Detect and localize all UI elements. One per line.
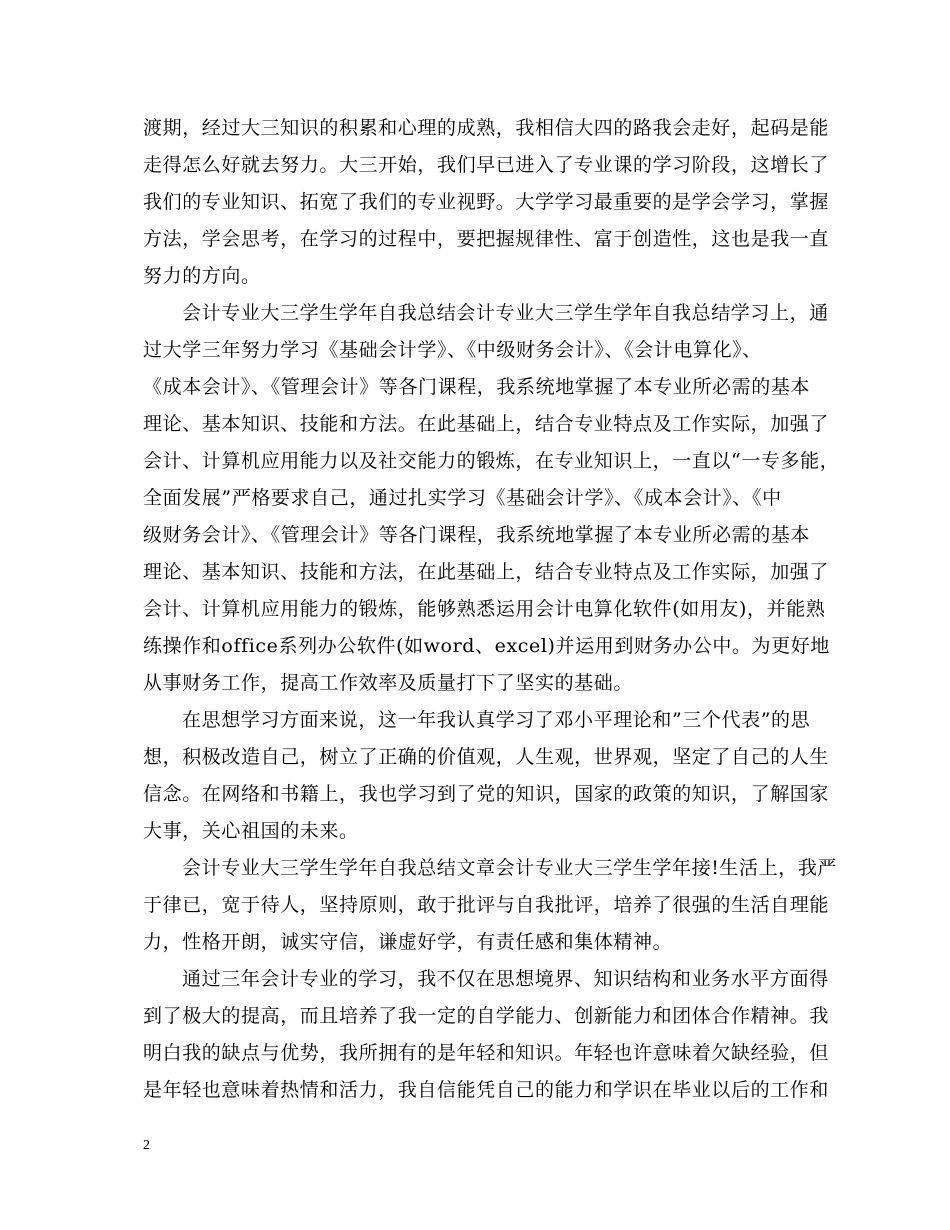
paragraph-first-line: 会计专业大三学生学年自我总结文章会计专业大三学生学年接!生活上，我严 bbox=[182, 857, 838, 879]
paragraph-first-line: 通过三年会计专业的学习，我不仅在思想境界、知识结构和业务水平方面得 bbox=[182, 968, 829, 990]
text-line: 从事财务工作，提高工作效率及质量打下了坚实的基础。 bbox=[143, 672, 634, 694]
text-line: 是年轻也意味着热情和活力，我自信能凭自己的能力和学识在毕业以后的工作和 bbox=[143, 1079, 830, 1101]
text-line: 方法，学会思考，在学习的过程中，要把握规律性、富于创造性，这也是我一直 bbox=[143, 228, 830, 250]
text-line: 渡期，经过大三知识的积累和心理的成熟，我相信大四的路我会走好，起码是能 bbox=[143, 117, 830, 139]
text-line: 想，积极改造自己，树立了正确的价值观，人生观，世界观，坚定了自己的人生 bbox=[143, 746, 830, 768]
text-line: 到了极大的提高，而且培养了我一定的自学能力、创新能力和团体合作精神。我 bbox=[143, 1005, 830, 1027]
text-line: 全面发展”严格要求自己，通过扎实学习《基础会计学》、《成本会计》、《中 bbox=[143, 487, 782, 509]
text-line: 会计、计算机应用能力以及社交能力的锻炼，在专业知识上，一直以“一专多能， bbox=[143, 450, 840, 472]
text-line: 力，性格开朗，诚实守信，谦虚好学，有责任感和集体精神。 bbox=[143, 931, 673, 953]
text-line: 理论、基本知识、技能和方法。在此基础上，结合专业特点及工作实际，加强了 bbox=[143, 413, 830, 435]
text-line: 《成本会计》、《管理会计》等各门课程，我系统地掌握了本专业所必需的基本 bbox=[143, 376, 811, 398]
text-line: 会计、计算机应用能力的锻炼，能够熟悉运用会计电算化软件(如用友)，并能熟 bbox=[143, 598, 826, 620]
text-line: 级财务会计》、《管理会计》等各门课程，我系统地掌握了本专业所必需的基本 bbox=[143, 524, 811, 546]
text-line: 大事，关心祖国的未来。 bbox=[143, 820, 359, 842]
page-number: 2 bbox=[143, 1138, 150, 1153]
text-line: 理论、基本知识、技能和方法，在此基础上，结合专业特点及工作实际，加强了 bbox=[143, 561, 830, 583]
text-line: 于律已，宽于待人，坚持原则，敢于批评与自我批评，培养了很强的生活自理能 bbox=[143, 894, 830, 916]
text-line: 明白我的缺点与优势，我所拥有的是年轻和知识。年轻也许意味着欠缺经验，但 bbox=[143, 1042, 830, 1064]
text-line: 信念。在网络和书籍上，我也学习到了党的知识，国家的政策的知识，了解国家 bbox=[143, 783, 830, 805]
text-line: 努力的方向。 bbox=[143, 265, 261, 287]
paragraph-first-line: 会计专业大三学生学年自我总结会计专业大三学生学年自我总结学习上，通 bbox=[182, 302, 829, 324]
text-line: 走得怎么好就去努力。大三开始，我们早已进入了专业课的学习阶段，这增长了 bbox=[143, 154, 830, 176]
text-line: 练操作和office系列办公软件(如word、excel)并运用到财务办公中。为更好地 bbox=[143, 635, 830, 657]
text-line: 我们的专业知识、拓宽了我们的专业视野。大学学习最重要的是学会学习，掌握 bbox=[143, 191, 830, 213]
text-line: 过大学三年努力学习《基础会计学》、《中级财务会计》、《会计电算化》、 bbox=[143, 339, 762, 361]
paragraph-first-line: 在思想学习方面来说，这一年我认真学习了邓小平理论和”三个代表”的思 bbox=[182, 709, 811, 731]
